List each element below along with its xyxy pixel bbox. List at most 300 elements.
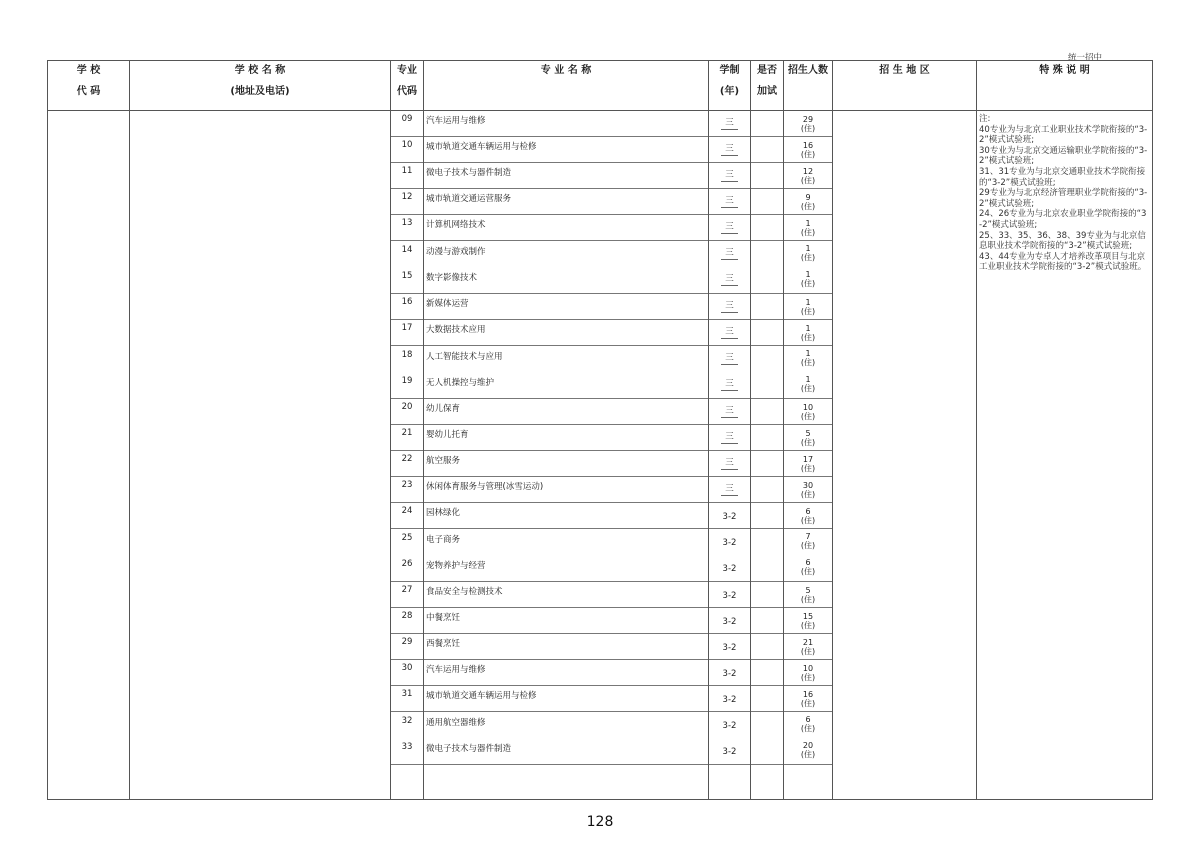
enrollment-unit: (住) [800, 279, 816, 288]
duration-wrap [709, 529, 750, 555]
duration-wrap [709, 634, 750, 660]
duration-value: 3-2 [722, 591, 737, 601]
header-school-code: 学 校 代 码 [48, 61, 130, 111]
duration-cell [709, 529, 750, 582]
major-code-cell [391, 111, 423, 137]
major-code-cell [391, 425, 423, 451]
duration-value: 三 [721, 301, 738, 313]
duration-value: 三 [721, 248, 738, 260]
enrollment-cell [784, 189, 832, 215]
major-code: 11 [401, 166, 413, 176]
enrollment-value [784, 241, 832, 267]
extra-test-cell [751, 215, 783, 241]
duration-wrap [709, 163, 750, 189]
duration-cell [709, 503, 750, 529]
duration-wrap [709, 267, 750, 293]
enrollment-cell [784, 425, 832, 451]
major-name-cell [424, 660, 708, 686]
major-code: 28 [401, 611, 413, 621]
duration-value: 3-2 [722, 695, 737, 705]
header-major-code: 专业 代码 [391, 61, 424, 111]
major-code-cell [391, 163, 423, 189]
enrollment-unit: (住) [800, 490, 816, 499]
duration-cell [709, 241, 750, 294]
duration-wrap [709, 320, 750, 346]
enrollment-cell [784, 215, 832, 241]
enrollment-count: 1 [805, 298, 811, 307]
duration-wrap [709, 346, 750, 372]
enrollment-value [784, 529, 832, 555]
duration-value: 三 [721, 274, 738, 286]
major-name: 宠物养护与经营 [426, 561, 486, 571]
major-code: 09 [401, 114, 413, 124]
major-code-cell [391, 660, 423, 686]
enrollment-column [784, 111, 833, 800]
enrollment-value [784, 738, 832, 764]
major-name-cell [424, 320, 708, 346]
enrollment-count: 1 [805, 324, 811, 333]
duration-value: 三 [721, 222, 738, 234]
extra-test-cell [751, 660, 783, 686]
duration-cell [709, 451, 750, 477]
major-name: 园林绿化 [426, 508, 461, 518]
major-code: 24 [401, 506, 413, 516]
major-name-cell [424, 189, 708, 215]
duration-cell [709, 686, 750, 712]
duration-value: 三 [721, 353, 738, 365]
duration-value: 三 [721, 144, 738, 156]
extra-test-cell [751, 503, 783, 529]
enrollment-unit: (住) [800, 384, 816, 393]
major-code: 15 [401, 271, 413, 281]
major-name-cell [424, 163, 708, 189]
duration-value: 3-2 [722, 669, 737, 679]
enrollment-value [784, 346, 832, 372]
major-code-cell [391, 582, 423, 608]
major-code: 10 [401, 140, 413, 150]
table-body-row [48, 111, 1153, 800]
major-name-cell [424, 477, 708, 503]
enrollment-unit: (住) [800, 516, 816, 525]
enrollment-unit: (住) [800, 412, 816, 421]
major-name-cell [424, 425, 708, 451]
duration-wrap [709, 189, 750, 215]
enrollment-value [784, 660, 832, 682]
major-name-column [424, 111, 709, 800]
enrollment-value [784, 555, 832, 581]
enrollment-table [47, 60, 1153, 800]
major-code-cell [391, 320, 423, 346]
enrollment-value [784, 451, 832, 473]
major-name: 婴幼儿托育 [426, 430, 469, 440]
duration-value: 3-2 [722, 564, 737, 574]
enrollment-cell [784, 503, 832, 529]
extra-test-cell [751, 451, 783, 477]
enrollment-unit: (住) [800, 333, 816, 342]
duration-value: 三 [721, 458, 738, 470]
major-code: 19 [401, 376, 413, 386]
major-code-column [391, 111, 424, 800]
enrollment-unit: (住) [800, 724, 816, 733]
enrollment-cell [784, 660, 832, 686]
major-code-cell [391, 634, 423, 660]
enrollment-unit: (住) [800, 358, 816, 367]
extra-test-cell [751, 477, 783, 503]
duration-cell [709, 425, 750, 451]
major-code: 16 [401, 297, 413, 307]
extra-test-cell [751, 346, 783, 399]
enrollment-unit: (住) [800, 595, 816, 604]
major-name-cell [424, 346, 708, 399]
major-code: 32 [401, 716, 413, 726]
major-code: 14 [401, 245, 413, 255]
enrollment-cell [784, 320, 832, 346]
major-name: 通用航空器维修 [426, 718, 486, 728]
enrollment-cell [784, 529, 832, 582]
major-code-cell [391, 137, 423, 163]
enrollment-unit: (住) [800, 699, 816, 708]
enrollment-cell [784, 294, 832, 320]
duration-value: 3-2 [722, 643, 737, 653]
header-enrollment: 招生人数 [784, 61, 833, 111]
extra-test-cell [751, 686, 783, 712]
enrollment-unit: (住) [800, 750, 816, 759]
enrollment-unit: (住) [800, 647, 816, 656]
duration-cell [709, 320, 750, 346]
enrollment-cell [784, 137, 832, 163]
major-code-cell [391, 712, 423, 765]
duration-wrap [709, 294, 750, 320]
extra-test-cell [751, 320, 783, 346]
enrollment-unit: (住) [800, 567, 816, 576]
major-name-cell [424, 712, 708, 765]
enrollment-cell [784, 686, 832, 712]
enrollment-count: 9 [805, 193, 811, 202]
extra-test-column [751, 111, 784, 800]
extra-test-cell [751, 241, 783, 294]
enrollment-cell [784, 241, 832, 294]
duration-wrap [709, 608, 750, 634]
major-code: 13 [401, 218, 413, 228]
major-name-cell [424, 634, 708, 660]
extra-test-cell [751, 189, 783, 215]
enrollment-count: 1 [805, 244, 811, 253]
major-code: 22 [401, 454, 413, 464]
major-code-cell [391, 189, 423, 215]
major-name: 城市轨道交通运营服务 [426, 194, 512, 204]
enrollment-value [784, 477, 832, 499]
major-code-cell [391, 346, 423, 399]
duration-wrap [709, 215, 750, 241]
duration-cell [709, 215, 750, 241]
major-name: 无人机操控与维护 [426, 378, 495, 388]
major-code: 31 [401, 689, 413, 699]
duration-cell [709, 111, 750, 137]
header-duration: 学制 (年) [709, 61, 751, 111]
enrollment-unit: (住) [800, 124, 816, 133]
duration-value: 三 [721, 327, 738, 339]
duration-cell [709, 634, 750, 660]
enrollment-count: 21 [802, 638, 814, 647]
special-notes-cell [977, 111, 1153, 800]
enrollment-cell [784, 634, 832, 660]
major-name-cell [424, 686, 708, 712]
enrollment-count: 5 [805, 586, 811, 595]
enrollment-cell [784, 451, 832, 477]
major-name-cell [424, 451, 708, 477]
extra-test-cell [751, 634, 783, 660]
enrollment-value [784, 189, 832, 211]
enrollment-cell [784, 582, 832, 608]
duration-wrap [709, 111, 750, 137]
duration-wrap [709, 660, 750, 686]
enrollment-count: 16 [802, 690, 814, 699]
special-notes: 注: 40专业为与北京工业职业技术学院衔接的“3-2”模式试验班; 30专业为与北京交通运输职业学院衔接的“3-2”模式试验班; 31、31专业为与北京交通职业技术学院衔接的“3-2”模式试验班; 29专业为与北京经济管理职业学院衔接的“3-2”模式试验班; 24、26专业为与北京农业职业学院衔接的“3-2”模式试验班; 25、33、35、36、38、39专业为与北京信息职业技术学院衔接的“3-2”模式试验班; 43、44专业为专卓人才培养改革项目与北京工业职业技术学院衔接的“3-2”模式试验班。 [979, 114, 1148, 273]
duration-cell [709, 608, 750, 634]
enrollment-count: 17 [802, 455, 814, 464]
extra-test-cell [751, 529, 783, 582]
duration-wrap [709, 738, 750, 764]
enrollment-cell [784, 712, 832, 765]
duration-value: 三 [721, 196, 738, 208]
extra-test-cell [751, 582, 783, 608]
major-code: 26 [401, 559, 413, 569]
major-name: 汽车运用与维修 [426, 665, 486, 675]
duration-wrap [709, 582, 750, 608]
major-name-cell [424, 399, 708, 425]
region-cell [833, 111, 977, 800]
enrollment-value [784, 634, 832, 656]
enrollment-unit: (住) [800, 438, 816, 447]
extra-test-cell [751, 712, 783, 765]
duration-value: 3-2 [722, 721, 737, 731]
major-code: 30 [401, 663, 413, 673]
major-name-cell [424, 241, 708, 294]
major-name: 城市轨道交通车辆运用与检修 [426, 142, 537, 152]
major-name: 幼儿保育 [426, 404, 461, 414]
header-extra-test: 是否 加试 [751, 61, 784, 111]
school-name-cell [130, 111, 391, 800]
enrollment-value [784, 372, 832, 398]
duration-cell [709, 399, 750, 425]
major-code-cell [391, 686, 423, 712]
table-header-row [48, 61, 1153, 111]
enrollment-value [784, 503, 832, 525]
major-code: 33 [401, 742, 413, 752]
enrollment-value [784, 137, 832, 159]
enrollment-count: 15 [802, 612, 814, 621]
major-name-cell [424, 503, 708, 529]
major-name-cell [424, 111, 708, 137]
major-name: 动漫与游戏制作 [426, 247, 486, 257]
header-school-name: 学 校 名 称 (地址及电话) [130, 61, 391, 111]
major-name-cell [424, 137, 708, 163]
duration-cell [709, 294, 750, 320]
duration-value: 3-2 [722, 617, 737, 627]
major-name: 食品安全与检测技术 [426, 587, 503, 597]
major-code: 25 [401, 533, 413, 543]
enrollment-value [784, 712, 832, 738]
enrollment-count: 7 [805, 532, 811, 541]
school-code-cell [48, 111, 130, 800]
enrollment-unit: (住) [800, 253, 816, 262]
duration-value: 三 [721, 432, 738, 444]
major-code-cell [391, 608, 423, 634]
enrollment-value [784, 608, 832, 630]
major-code-cell [391, 477, 423, 503]
duration-wrap [709, 137, 750, 163]
enrollment-value [784, 582, 832, 604]
major-code-cell [391, 241, 423, 294]
enrollment-value [784, 111, 832, 133]
major-name: 汽车运用与维修 [426, 116, 486, 126]
enrollment-cell [784, 163, 832, 189]
major-name: 人工智能技术与应用 [426, 352, 503, 362]
enrollment-value [784, 267, 832, 293]
enrollment-count: 10 [802, 664, 814, 673]
extra-test-cell [751, 425, 783, 451]
major-code-cell [391, 399, 423, 425]
enrollment-unit: (住) [800, 307, 816, 316]
duration-value: 三 [721, 118, 738, 130]
enrollment-cell [784, 111, 832, 137]
duration-wrap [709, 241, 750, 267]
enrollment-unit: (住) [800, 673, 816, 682]
major-name: 微电子技术与器件制造 [426, 168, 512, 178]
major-code: 17 [401, 323, 413, 333]
extra-test-cell [751, 608, 783, 634]
enrollment-unit: (住) [800, 621, 816, 630]
major-name-cell [424, 294, 708, 320]
enrollment-count: 16 [802, 141, 814, 150]
enrollment-count: 1 [805, 349, 811, 358]
header-special: 特 殊 说 明 [977, 61, 1153, 111]
duration-wrap [709, 477, 750, 503]
enrollment-count: 20 [802, 741, 814, 750]
enrollment-count: 1 [805, 219, 811, 228]
duration-cell [709, 660, 750, 686]
extra-test-cell [751, 163, 783, 189]
duration-value: 3-2 [722, 538, 737, 548]
major-code-cell [391, 451, 423, 477]
enrollment-value [784, 686, 832, 708]
duration-wrap [709, 372, 750, 398]
major-code: 27 [401, 585, 413, 595]
enrollment-count: 5 [805, 429, 811, 438]
duration-value: 三 [721, 484, 738, 496]
major-name: 城市轨道交通车辆运用与检修 [426, 691, 537, 701]
duration-cell [709, 189, 750, 215]
major-name: 中餐烹饪 [426, 613, 461, 623]
major-code: 23 [401, 480, 413, 490]
duration-value: 3-2 [722, 747, 737, 757]
major-name-cell [424, 582, 708, 608]
enrollment-unit: (住) [800, 464, 816, 473]
header-major-name: 专 业 名 称 [424, 61, 709, 111]
duration-value: 三 [721, 170, 738, 182]
major-code: 20 [401, 402, 413, 412]
enrollment-unit: (住) [800, 176, 816, 185]
major-name: 休闲体育服务与管理(冰雪运动) [426, 482, 544, 492]
duration-cell [709, 137, 750, 163]
enrollment-unit: (住) [800, 228, 816, 237]
duration-value: 3-2 [722, 512, 737, 522]
enrollment-value [784, 425, 832, 447]
enrollment-unit: (住) [800, 202, 816, 211]
enrollment-count: 1 [805, 270, 811, 279]
major-name: 航空服务 [426, 456, 461, 466]
duration-cell [709, 163, 750, 189]
duration-wrap [709, 425, 750, 451]
enrollment-value [784, 399, 832, 421]
enrollment-count: 1 [805, 375, 811, 384]
enrollment-cell [784, 608, 832, 634]
duration-wrap [709, 503, 750, 529]
duration-wrap [709, 555, 750, 581]
duration-cell [709, 582, 750, 608]
major-name: 电子商务 [426, 535, 461, 545]
corner-note: 统一招中 [1068, 53, 1103, 63]
major-code: 18 [401, 350, 413, 360]
page-number: 128 [586, 814, 614, 830]
major-name-cell [424, 529, 708, 582]
extra-test-cell [751, 399, 783, 425]
extra-test-cell [751, 294, 783, 320]
major-name-cell [424, 608, 708, 634]
major-name: 计算机网络技术 [426, 220, 486, 230]
enrollment-cell [784, 399, 832, 425]
major-name: 微电子技术与器件制造 [426, 744, 512, 754]
enrollment-value [784, 294, 832, 316]
enrollment-count: 6 [805, 507, 811, 516]
major-code-cell [391, 215, 423, 241]
enrollment-value [784, 215, 832, 237]
duration-value: 三 [721, 379, 738, 391]
major-name-cell [424, 215, 708, 241]
duration-cell [709, 346, 750, 399]
enrollment-cell [784, 477, 832, 503]
header-region: 招 生 地 区 [833, 61, 977, 111]
enrollment-unit: (住) [800, 150, 816, 159]
major-code: 12 [401, 192, 413, 202]
major-name: 新媒体运营 [426, 299, 469, 309]
enrollment-count: 29 [802, 115, 814, 124]
extra-test-cell [751, 137, 783, 163]
duration-wrap [709, 451, 750, 477]
major-name: 数字影像技术 [426, 273, 478, 283]
major-name: 大数据技术应用 [426, 325, 486, 335]
extra-test-cell [751, 111, 783, 137]
duration-wrap [709, 399, 750, 425]
enrollment-count: 6 [805, 715, 811, 724]
major-code: 29 [401, 637, 413, 647]
major-code-cell [391, 503, 423, 529]
enrollment-count: 10 [802, 403, 814, 412]
enrollment-unit: (住) [800, 541, 816, 550]
duration-wrap [709, 686, 750, 712]
duration-wrap [709, 712, 750, 738]
enrollment-count: 6 [805, 558, 811, 567]
major-code: 21 [401, 428, 413, 438]
enrollment-cell [784, 346, 832, 399]
duration-cell [709, 477, 750, 503]
major-code-cell [391, 294, 423, 320]
duration-cell [709, 712, 750, 765]
enrollment-count: 12 [802, 167, 814, 176]
duration-column [709, 111, 751, 800]
major-name: 西餐烹饪 [426, 639, 461, 649]
major-code-cell [391, 529, 423, 582]
